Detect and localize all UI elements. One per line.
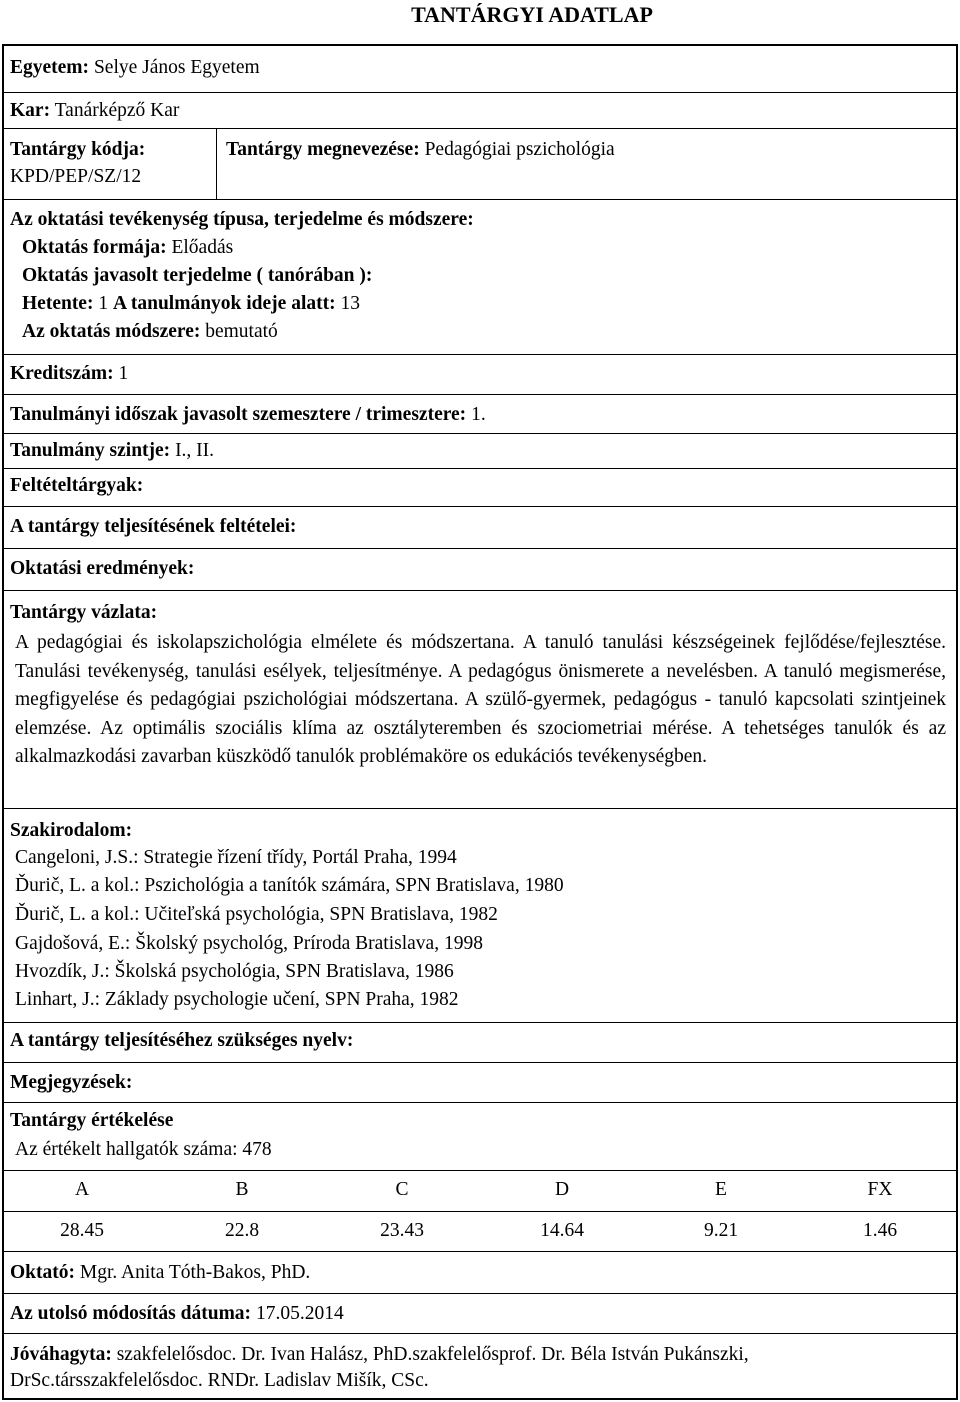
literature-item: Hvozdík, J.: Školská psychológia, SPN Bratislava, 1986 — [15, 961, 454, 982]
evaluation-section — [4, 1103, 956, 1252]
evaluated-count: Az értékelt hallgatók száma: 478 — [15, 1139, 272, 1160]
total-value: 13 — [340, 293, 360, 314]
prerequisites-label: Feltételtárgyak: — [10, 475, 144, 496]
outcomes-label: Oktatási eredmények: — [10, 558, 195, 579]
instructor-label: Oktató: — [10, 1262, 75, 1283]
grade-value: 23.43 — [380, 1220, 424, 1241]
grade-value: 22.8 — [224, 1220, 260, 1241]
grade-value: 14.64 — [540, 1220, 584, 1241]
university-value: Selye János Egyetem — [93, 57, 260, 78]
outline-section — [4, 591, 956, 809]
page-title: TANTÁRGYI ADATLAP — [411, 2, 653, 27]
notes-row — [4, 1063, 956, 1103]
teaching-form-label: Oktatás formája: — [22, 237, 167, 258]
literature-item: Cangeloni, J.S.: Strategie řízení třídy, Portál Praha, 1994 — [15, 847, 457, 868]
method-label: Az oktatás módszere: — [22, 321, 201, 342]
activity-heading: Az oktatási tevékenység típusa, terjedelme és módszere: — [10, 209, 474, 230]
notes-label: Megjegyzések: — [10, 1072, 133, 1093]
faculty-row — [4, 93, 956, 129]
modified-label: Az utolsó módosítás dátuma: — [10, 1303, 252, 1324]
semester-label: Tanulmányi időszak javasolt szemesztere / trimesztere: — [10, 404, 467, 425]
outline-text: A pedagógiai és iskolapszichológia elmélete és módszertana. A tanuló tanulási készségeinek fejlődése/fejlesztése. Tanulási tevékenység, tanulási esélyek, teljesítménye. A pedagógus önismerete a nevelésben. A tanuló megismerése, megfigyelése és pedagógiai pszichológiai módszertana. A szülő-gyermek, pedagógus - tanuló kapcsolati szintjeinek elemzése. Az optimális szociális klíma az osztályteremben és szociometriai mérése. A tehetséges tanulók és az alkalmazkodási zavarban küszködő tanulók problémaköre os edukációs tevékenységben. — [15, 632, 946, 768]
grade-value: 1.46 — [862, 1220, 898, 1241]
level-row — [4, 434, 956, 469]
weekly-label: Hetente: — [22, 293, 94, 314]
teaching-form-value: Előadás — [171, 237, 234, 258]
grade-table-top-border — [4, 1170, 956, 1171]
course-code-label: Tantárgy kódja: — [10, 139, 146, 160]
grade-table-middle-border — [4, 1211, 956, 1212]
literature-item: Linhart, J.: Základy psychologie učení, SPN Praha, 1982 — [15, 989, 459, 1010]
language-row — [4, 1023, 956, 1063]
credits-label: Kreditszám: — [10, 363, 114, 384]
university-row — [4, 46, 956, 93]
course-name-value: Pedagógiai pszichológia — [424, 139, 615, 160]
course-id-row — [4, 129, 956, 200]
grade-header: B — [235, 1179, 249, 1200]
approval-section — [4, 1334, 956, 1398]
teaching-scope-heading: Oktatás javasolt terjedelme ( tanórában ): — [22, 265, 373, 286]
method-value: bemutató — [205, 321, 278, 342]
grade-header: D — [554, 1179, 570, 1200]
semester-row — [4, 395, 956, 434]
faculty-value: Tanárképző Kar — [54, 100, 180, 121]
conditions-label: A tantárgy teljesítésének feltételei: — [10, 516, 297, 537]
grade-value: 9.21 — [703, 1220, 739, 1241]
modified-value: 17.05.2014 — [255, 1303, 344, 1324]
level-label: Tanulmány szintje: — [10, 440, 171, 461]
literature-item: Ďurič, L. a kol.: Pszichológia a tanítók számára, SPN Bratislava, 1980 — [15, 875, 564, 896]
grade-header: E — [715, 1179, 727, 1200]
outcomes-row — [4, 549, 956, 591]
activity-section — [4, 200, 956, 355]
grade-header: A — [74, 1179, 90, 1200]
total-label: A tanulmányok ideje alatt: — [112, 293, 336, 314]
literature-item: Ďurič, L. a kol.: Učiteľská psychológia, SPN Bratislava, 1982 — [15, 904, 498, 925]
semester-value: 1. — [471, 404, 486, 425]
literature-item: Gajdošová, E.: Školský psychológ, Príroda Bratislava, 1998 — [15, 933, 483, 954]
weekly-value: 1 — [98, 293, 109, 314]
prerequisites-row — [4, 469, 956, 507]
approval-line-1: szakfelelősdoc. Dr. Ivan Halász, PhD.szakfelelősprof. Dr. Béla István Pukánszki, — [116, 1344, 749, 1365]
university-label: Egyetem: — [10, 57, 90, 78]
credits-value: 1 — [118, 363, 129, 384]
faculty-label: Kar: — [10, 100, 51, 121]
literature-label: Szakirodalom: — [10, 820, 133, 841]
approval-line-2: DrSc.társszakfelelősdoc. RNDr. Ladislav Mišík, CSc. — [10, 1370, 429, 1391]
grade-header: FX — [867, 1179, 893, 1200]
approval-label: Jóváhagyta: — [10, 1344, 112, 1365]
instructor-row — [4, 1252, 956, 1294]
instructor-value: Mgr. Anita Tóth-Bakos, PhD. — [79, 1262, 311, 1283]
outline-label: Tantárgy vázlata: — [10, 602, 158, 623]
modified-row — [4, 1294, 956, 1334]
level-value: I., II. — [175, 440, 215, 461]
course-name-label: Tantárgy megnevezése: — [226, 139, 420, 160]
language-label: A tantárgy teljesítéséhez szükséges nyelv: — [10, 1030, 354, 1051]
course-code-value: KPD/PEP/SZ/12 — [10, 166, 142, 187]
course-datasheet — [2, 44, 958, 1400]
grade-value: 28.45 — [60, 1220, 104, 1241]
credits-row — [4, 355, 956, 395]
grade-header: C — [395, 1179, 409, 1200]
column-divider — [216, 129, 217, 199]
evaluation-label: Tantárgy értékelése — [10, 1110, 174, 1131]
conditions-row — [4, 507, 956, 549]
literature-section — [4, 809, 956, 1023]
